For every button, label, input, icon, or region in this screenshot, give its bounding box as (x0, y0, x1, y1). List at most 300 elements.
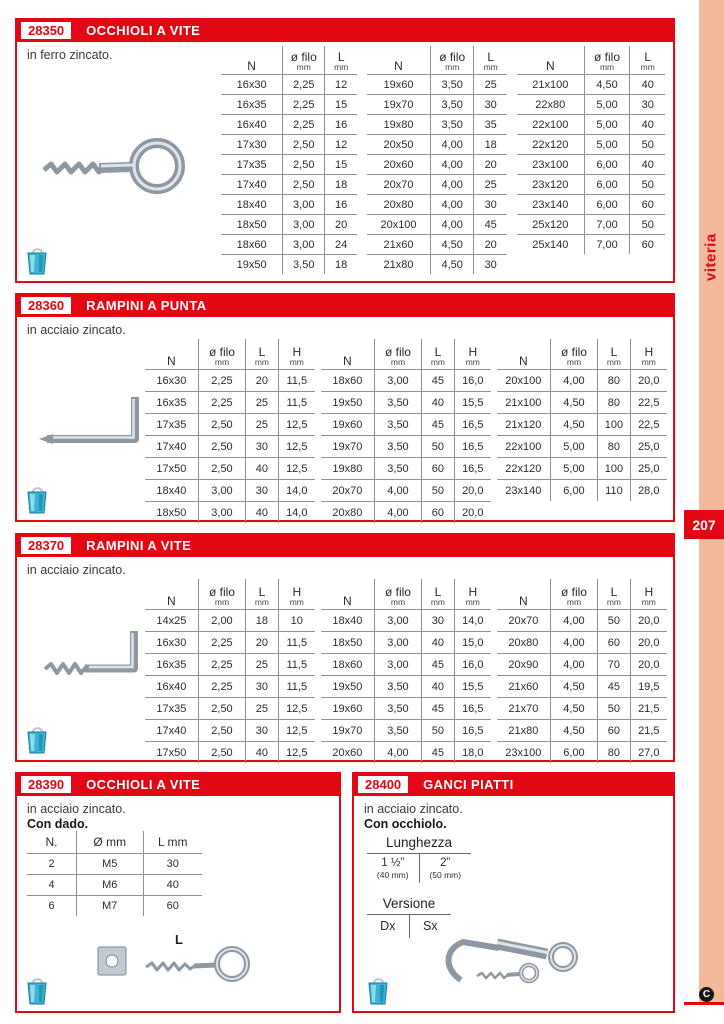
table-cell: 3,50 (374, 676, 422, 697)
table-cell: 4 (48, 879, 55, 891)
table-cell: 14,0 (278, 480, 315, 501)
spec-table (145, 579, 315, 763)
table-cell: 80 (597, 742, 629, 763)
column-header: N (343, 594, 352, 608)
product-box-icon (25, 976, 49, 1006)
spec-table (497, 339, 667, 523)
column-header: ø filo mm (584, 46, 630, 74)
table-row (497, 457, 667, 479)
table-cell: 21x100 (505, 396, 542, 409)
spec-table (367, 46, 507, 274)
column-header: L mm (324, 46, 357, 74)
length-options (367, 835, 471, 883)
table-cell: 40 (629, 75, 665, 94)
table-cell: 21x80 (508, 724, 539, 737)
table-row (517, 214, 665, 234)
table-row (497, 435, 667, 457)
table-cell: 14,0 (278, 502, 315, 523)
table-cell: 21x80 (383, 258, 414, 271)
table-cell: 40 (143, 875, 203, 895)
table-cell: 40 (421, 392, 453, 413)
table-cell: 50 (629, 175, 665, 194)
table-cell: 23x120 (532, 178, 569, 191)
table-row (497, 653, 667, 675)
table-cell: 4,50 (550, 676, 598, 697)
table-cell: 16,0 (454, 370, 491, 391)
table-cell: 16x35 (156, 658, 187, 671)
table-row (367, 214, 507, 234)
table-cell: 3,50 (374, 720, 422, 741)
section-code: 28370 (21, 537, 71, 554)
table-cell: 17x35 (156, 702, 187, 715)
table-cell: 20x60 (332, 746, 363, 759)
section-28360 (15, 293, 675, 522)
section-subtitle: in acciaio zincato. (27, 323, 126, 337)
table-cell: 2,50 (282, 135, 324, 154)
column-header: L mm (421, 339, 453, 369)
table-cell: 16x35 (236, 98, 267, 111)
table-row (27, 895, 202, 916)
spec-table (145, 339, 315, 523)
table-row (145, 479, 315, 501)
table-cell: 60 (597, 720, 629, 741)
table-cell: 22x120 (532, 138, 569, 151)
table-row (221, 154, 357, 174)
table-cell: 20,0 (630, 370, 667, 391)
table-cell: 12,5 (278, 742, 315, 763)
table-cell: 40 (245, 458, 277, 479)
table-cell: 45 (421, 370, 453, 391)
eyebolt-image (142, 942, 254, 987)
table-cell: 17x35 (236, 158, 267, 171)
table-cell: 20 (473, 235, 507, 254)
table-cell: 4,00 (430, 215, 473, 234)
table-row (497, 719, 667, 741)
table-cell: 19x80 (332, 462, 363, 475)
table-cell: 20x100 (505, 374, 542, 387)
length-option (419, 854, 472, 883)
table-cell: 5,00 (584, 115, 630, 134)
table-cell: 25 (473, 175, 507, 194)
table-cell: 21x60 (383, 238, 414, 251)
column-header: ø filo mm (282, 46, 324, 74)
table-cell: 45 (421, 742, 453, 763)
table-row (517, 194, 665, 214)
table-cell: 3,00 (198, 480, 246, 501)
product-box-icon (25, 246, 49, 276)
table-row (517, 234, 665, 254)
table-cell: 40 (245, 502, 277, 523)
table-row (517, 154, 665, 174)
column-header: ø filo mm (374, 579, 422, 609)
table-cell: 20x80 (508, 636, 539, 649)
table-cell: 2,25 (282, 75, 324, 94)
table-cell: 2,50 (198, 436, 246, 457)
table-cell: 30 (473, 255, 507, 274)
table-cell: 4,50 (430, 235, 473, 254)
category-sidebar (699, 0, 724, 1002)
table-cell: 12,5 (278, 458, 315, 479)
table-cell: 23x140 (505, 484, 542, 497)
table-cell: 18 (324, 175, 357, 194)
table-header-row (27, 831, 202, 853)
section-title: GANCI PIATTI (423, 777, 514, 792)
table-cell: 22x80 (535, 98, 566, 111)
table-cell: 20 (245, 370, 277, 391)
table-cell: 17x40 (156, 724, 187, 737)
table-cell: 23x100 (505, 746, 542, 759)
table-row (145, 435, 315, 457)
table-cell: 3,50 (374, 698, 422, 719)
table-row (221, 214, 357, 234)
table-cell: 19x60 (332, 418, 363, 431)
table-cell: 4,50 (584, 75, 630, 94)
table-cell: 17x35 (156, 418, 187, 431)
table-cell: 16x30 (236, 78, 267, 91)
table-cell: 6 (48, 900, 55, 912)
table-cell: 6,00 (584, 175, 630, 194)
table-cell: 16x30 (156, 636, 187, 649)
table-cell: 18x40 (236, 198, 267, 211)
table-cell: 4,00 (550, 632, 598, 653)
table-cell: 80 (597, 392, 629, 413)
pointed-hook-image (37, 387, 157, 462)
table-row (145, 609, 315, 631)
table-cell: 20,0 (454, 502, 491, 523)
table-cell: 21x60 (508, 680, 539, 693)
table-cell: 28,0 (630, 480, 667, 501)
table-row (321, 719, 491, 741)
table-cell: 25,0 (630, 458, 667, 479)
variant-note: Con dado. (27, 817, 89, 831)
table-row (497, 631, 667, 653)
table-cell: 30 (143, 854, 203, 874)
table-row (145, 741, 315, 763)
table-cell: 18,0 (454, 742, 491, 763)
table-cell: M7 (76, 896, 143, 916)
table-cell: 21x100 (532, 78, 569, 91)
table-row (321, 741, 491, 763)
table-row (367, 194, 507, 214)
table-cell: 19x50 (332, 396, 363, 409)
table-cell: 2,50 (198, 698, 246, 719)
table-cell: 16x30 (156, 374, 187, 387)
table-row (221, 254, 357, 274)
table-cell: 2,25 (198, 392, 246, 413)
material-text: in acciaio zincato. (364, 802, 463, 816)
column-header: ø filo mm (198, 339, 246, 369)
table-cell: 18x60 (236, 238, 267, 251)
table-cell: 60 (143, 896, 203, 916)
table-cell: 2,25 (282, 95, 324, 114)
table-header-row (367, 46, 507, 74)
table-cell: 25,0 (630, 436, 667, 457)
table-cell: 6,00 (550, 742, 598, 763)
table-cell: 4,00 (374, 742, 422, 763)
table-cell: 3,50 (430, 115, 473, 134)
table-cell: 45 (421, 414, 453, 435)
length-value: 1 ½” (381, 857, 405, 869)
section-28370 (15, 533, 675, 762)
table-cell: 45 (473, 215, 507, 234)
table-cell: 70 (597, 654, 629, 675)
length-options-row (367, 854, 471, 883)
table-cell: 3,50 (430, 95, 473, 114)
table-header-row (321, 339, 491, 369)
column-header: Ø mm (76, 831, 143, 853)
table-row (221, 134, 357, 154)
table-cell: 21x120 (505, 418, 542, 431)
column-header: ø filo mm (198, 579, 246, 609)
table-cell: 20x70 (332, 484, 363, 497)
table-cell: 30 (245, 480, 277, 501)
table-cell: 17x50 (156, 746, 187, 759)
section-subtitle: in acciaio zincato. (27, 563, 126, 577)
table-cell: 18x60 (332, 374, 363, 387)
table-cell: 4,00 (550, 370, 598, 391)
page-number-badge: 207 (684, 510, 724, 539)
table-cell: 25x120 (532, 218, 569, 231)
table-cell: 2,00 (198, 610, 246, 631)
table-cell: 16x40 (156, 680, 187, 693)
table-cell: 2,25 (198, 632, 246, 653)
table-cell: 20,0 (630, 654, 667, 675)
table-cell: 2,50 (282, 175, 324, 194)
table-row (321, 479, 491, 501)
table-header-row (497, 339, 667, 369)
table-cell: 4,50 (550, 698, 598, 719)
table-header-row (517, 46, 665, 74)
table-cell: 20x80 (332, 506, 363, 519)
table-cell: M5 (76, 854, 143, 874)
table-cell: 25 (473, 75, 507, 94)
table-cell: 3,00 (374, 654, 422, 675)
table-row (517, 174, 665, 194)
section-header-band (353, 773, 674, 796)
column-header: N (394, 59, 403, 73)
table-header-row (321, 579, 491, 609)
column-header: H mm (278, 339, 315, 369)
spec-table (517, 46, 665, 274)
table-cell: 11,5 (278, 676, 315, 697)
table-header-row (221, 46, 357, 74)
table-cell: 3,00 (282, 235, 324, 254)
table-cell: 19x60 (383, 78, 414, 91)
table-cell: 3,50 (374, 414, 422, 435)
table-cell: 3,50 (430, 75, 473, 94)
table-row (367, 234, 507, 254)
table-cell: 30 (473, 95, 507, 114)
column-header: N (167, 594, 176, 608)
table-cell: 3,50 (374, 436, 422, 457)
column-header: H mm (278, 579, 315, 609)
version-option: Sx (409, 915, 452, 938)
table-row (497, 413, 667, 435)
table-cell: 16,5 (454, 436, 491, 457)
column-header: N (519, 594, 528, 608)
column-header: N (545, 59, 555, 73)
table-cell: 18x40 (156, 484, 187, 497)
table-cell: 14,0 (454, 610, 491, 631)
section-title: OCCHIOLI A VITE (86, 777, 201, 792)
table-cell: 4,00 (430, 175, 473, 194)
table-row (321, 435, 491, 457)
table-cell: 20 (245, 632, 277, 653)
table-cell: 15,5 (454, 676, 491, 697)
table-cell: 30 (245, 720, 277, 741)
length-options-label: Lunghezza (367, 835, 471, 854)
table-cell: 11,5 (278, 654, 315, 675)
table-cell: 16x35 (156, 396, 187, 409)
table-row (145, 719, 315, 741)
table-cell: 18x60 (332, 658, 363, 671)
variant-note: Con occhiolo. (364, 817, 447, 831)
product-box-icon (25, 485, 49, 515)
product-box-icon (25, 725, 49, 755)
table-cell: 3,50 (282, 255, 324, 274)
table-row (221, 74, 357, 94)
table-cell: 18 (245, 610, 277, 631)
table-row (145, 391, 315, 413)
table-cell: 110 (597, 480, 629, 501)
table-row (497, 675, 667, 697)
table-cell: 20x70 (508, 614, 539, 627)
table-row (27, 874, 202, 895)
table-cell: 2,25 (282, 115, 324, 134)
table-cell: 17x40 (156, 440, 187, 453)
table-cell: 3,00 (198, 502, 246, 523)
table-cell: 4,00 (374, 502, 422, 523)
table-cell: M6 (76, 875, 143, 895)
table-row (367, 94, 507, 114)
table-cell: 100 (597, 458, 629, 479)
table-cell: 4,00 (374, 480, 422, 501)
table-cell: 16 (324, 115, 357, 134)
column-header: L mm (473, 46, 507, 74)
table-row (367, 74, 507, 94)
table-cell: 3,00 (374, 610, 422, 631)
table-cell: 30 (473, 195, 507, 214)
table-row (517, 74, 665, 94)
screw-hook-image (37, 623, 157, 693)
table-row (145, 457, 315, 479)
table-cell: 3,50 (374, 392, 422, 413)
table-row (321, 413, 491, 435)
table-cell: 30 (245, 676, 277, 697)
table-cell: 19x70 (332, 440, 363, 453)
table-cell: 60 (629, 195, 665, 214)
table-cell: 22,5 (630, 392, 667, 413)
table-cell: 23x100 (532, 158, 569, 171)
table-cell: 30 (245, 436, 277, 457)
table-cell: 19x60 (332, 702, 363, 715)
length-mm: (40 mm) (376, 870, 409, 880)
table-cell: 11,5 (278, 370, 315, 391)
product-box-icon (366, 976, 390, 1006)
table-cell: 40 (629, 115, 665, 134)
table-cell: 60 (421, 458, 453, 479)
table-row (497, 391, 667, 413)
table-row (497, 697, 667, 719)
table-cell: 11,5 (278, 392, 315, 413)
table-cell: 25 (245, 698, 277, 719)
section-code: 28400 (358, 776, 408, 793)
table-cell: 22x120 (505, 462, 542, 475)
column-header: H mm (454, 339, 491, 369)
sidebar-bottom-rule (684, 1002, 724, 1005)
table-cell: 50 (597, 698, 629, 719)
length-option (367, 854, 419, 883)
table-cell: 16,5 (454, 698, 491, 719)
table-cell: 4,50 (550, 720, 598, 741)
column-header: ø filo mm (550, 339, 598, 369)
table-cell: 16,5 (454, 720, 491, 741)
table-cell: 14x25 (156, 614, 187, 627)
column-header: ø filo mm (430, 46, 473, 74)
column-header: L mm (597, 579, 629, 609)
table-cell: 17x30 (236, 138, 267, 151)
spec-table (321, 339, 491, 523)
column-header: L mm (597, 339, 629, 369)
spec-table (497, 579, 667, 763)
table-cell: 17x40 (236, 178, 267, 191)
table-row (367, 114, 507, 134)
section-header-band (16, 19, 674, 42)
table-cell: 40 (421, 632, 453, 653)
table-row (321, 653, 491, 675)
table-cell: 20x80 (383, 198, 414, 211)
table-cell: 25 (245, 392, 277, 413)
table-cell: 2,50 (198, 742, 246, 763)
table-cell: 2,25 (198, 654, 246, 675)
table-cell: 20x90 (508, 658, 539, 671)
section-subtitle (27, 802, 126, 832)
table-row (497, 369, 667, 391)
table-cell: 12,5 (278, 720, 315, 741)
table-row (497, 609, 667, 631)
length-mm: (50 mm) (429, 870, 462, 880)
table-cell: 3,00 (374, 632, 422, 653)
table-cell: 20x50 (383, 138, 414, 151)
table-cell: 6,00 (584, 195, 630, 214)
table-cell: 20x70 (383, 178, 414, 191)
table-cell: 3,50 (374, 458, 422, 479)
table-row (517, 134, 665, 154)
section-28400 (352, 772, 675, 1013)
table-cell: 50 (421, 480, 453, 501)
section-title: RAMPINI A VITE (86, 538, 192, 553)
table-cell: 60 (597, 632, 629, 653)
table-cell: 4,00 (430, 135, 473, 154)
table-cell: 5,00 (550, 458, 598, 479)
table-cell: 4,50 (550, 392, 598, 413)
table-row (145, 501, 315, 523)
column-header: N (167, 354, 176, 368)
table-cell: 19x50 (332, 680, 363, 693)
table-row (221, 174, 357, 194)
table-row (367, 254, 507, 274)
table-row (517, 94, 665, 114)
column-header: H mm (630, 339, 667, 369)
table-cell: 50 (629, 135, 665, 154)
table-cell: 21,5 (630, 698, 667, 719)
section-header-band (16, 773, 340, 796)
table-cell: 50 (421, 720, 453, 741)
version-options-label: Versione (367, 896, 451, 915)
table-cell: 11,5 (278, 632, 315, 653)
table-row (321, 675, 491, 697)
table-cell: 27,0 (630, 742, 667, 763)
